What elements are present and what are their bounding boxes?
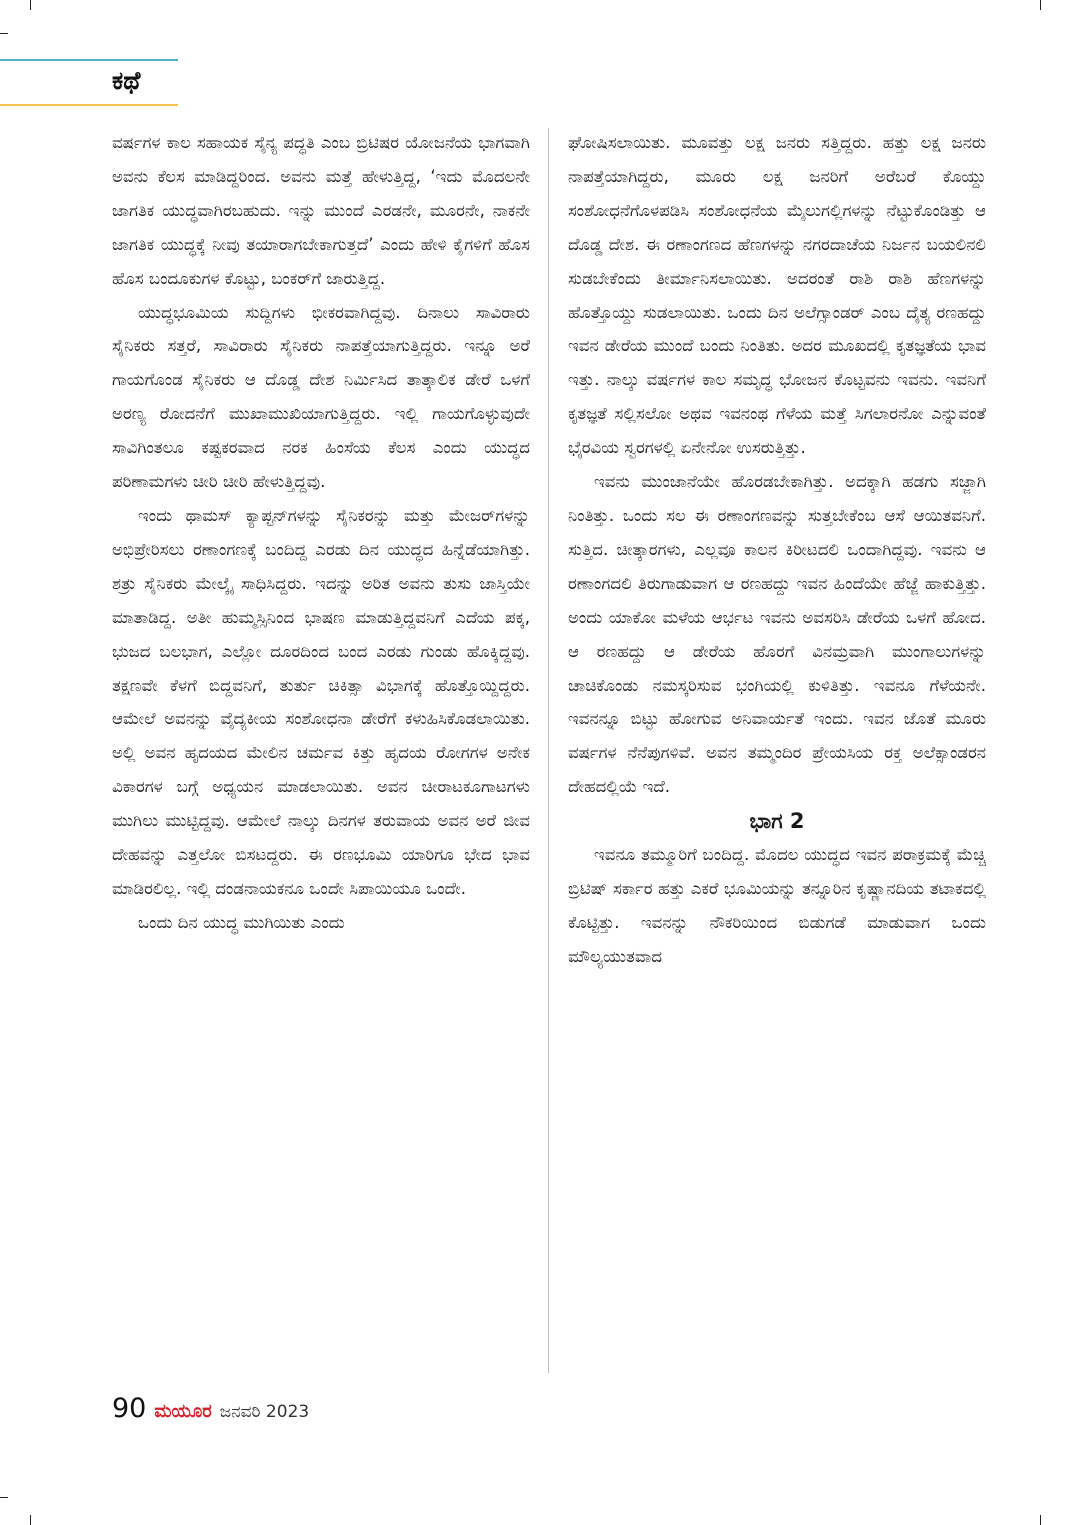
paragraph: ಇವನು ಮುಂಜಾನೆಯೇ ಹೊರಡಬೇಕಾಗಿತ್ತು. ಅದಕ್ಕಾಗಿ ಹಡಗು ಸಜ್ಜಾಗಿ ನಿಂತಿತ್ತು. ಒಂದು ಸಲ ಈ ರಣಾಂಗಣವನ್ನು ಸುತ್ತಬೇಕೆಂಬ ಆಸೆ ಆಯಿತವನಿಗೆ. ಸುತ್ತಿದ. ಚೀತ್ಕಾರಗಳು, ಎಲ್ಲವೂ ಕಾಲನ ಕಿರೀಟದಲಿ ಒಂದಾಗಿದ್ದವು. ಇವನು ಆ ರಣಾಂಗದಲಿ ತಿರುಗಾಡುವಾಗ ಆ ರಣಹದ್ದು ಇವನ ಹಿಂದೆಯೇ ಹೆಜ್ಜೆ ಹಾಕುತ್ತಿತ್ತು. ಅಂದು ಯಾಕೋ ಮಳೆಯ ಆರ್ಭಟ ಇವನು ಅವಸರಿಸಿ ಡೇರೆಯ ಒಳಗೆ ಹೋದ. ಆ ರಣಹದ್ದು ಆ ಡೇರೆಯ ಹೊರಗೆ ವಿನಮ್ರವಾಗಿ ಮುಂಗಾಲುಗಳನ್ನು ಚಾಚಿಕೊಂಡು ನಮಸ್ಕರಿಸುವ ಭಂಗಿಯಲ್ಲಿ ಕುಳಿತಿತ್ತು. ಇವನೂ ಗೆಳೆಯನೇ. ಇವನನ್ನೂ ಬಿಟ್ಟು ಹೋಗುವ ಅನಿವಾರ್ಯತೆ ಇಂದು. ಇವನ ಜೊತೆ ಮೂರು ವರ್ಷಗಳ ನೆನೆಪುಗಳಿವೆ. ಅವನ ತಮ್ಮಂದಿರ ಪ್ರೇಯಸಿಯ ರಕ್ತ ಅಲೆಕ್ಸಾಂಡರನ ದೇಹದಲ್ಲಿಯೆ ಇದೆ. — [568, 472, 986, 797]
paragraph: ಘೋಷಿಸಲಾಯಿತು. ಮೂವತ್ತು ಲಕ್ಷ ಜನರು ಸತ್ತಿದ್ದರು. ಹತ್ತು ಲಕ್ಷ ಜನರು ನಾಪತ್ತೆಯಾಗಿದ್ದರು, ಮೂರು ಲಕ್ಷ ಜನರಿಗೆ ಅರೆಬರೆ ಕೊಯ್ದು ಸಂಶೋಧನೆಗೊಳಪಡಿಸಿ ಸಂಶೋಧನೆಯ ಮೈಲುಗಲ್ಲಿಗಳನ್ನು ನೆಟ್ಟುಕೊಂಡಿತ್ತು ಆ ದೊಡ್ಡ ದೇಶ. ಈ ರಣಾಂಗಣದ ಹೆಣಗಳನ್ನು ನಗರದಾಚೆಯ ನಿರ್ಜನ ಬಯಲಿನಲಿ ಸುಡಬೇಕೆಂದು ತೀರ್ಮಾನಿಸಲಾಯಿತು. ಅದರಂತೆ ರಾಶಿ ರಾಶಿ ಹೆಣಗಳನ್ನು ಹೊತ್ತೊಯ್ದು ಸುಡಲಾಯಿತು. ಒಂದು ದಿನ ಅಲೆಗ್ಸಾಂಡರ್ ಎಂಬ ದೈತ್ಯ ರಣಹದ್ದು ಇವನ ಡೇರೆಯ ಮುಂದೆ ಬಂದು ನಿಂತಿತು. ಅದರ ಮೂಖದಲ್ಲಿ ಕೃತಜ್ಞತೆಯ ಭಾವ ಇತ್ತು. ನಾಲ್ಕು ವರ್ಷಗಳ ಕಾಲ ಸಮೃದ್ಧ ಭೋಜನ ಕೊಟ್ಟವನು ಇವನು. ಇವನಿಗೆ ಕೃತಜ್ಞತೆ ಸಲ್ಲಿಸಲೋ ಅಥವ ಇವನಂಥ ಗೆಳೆಯ ಮತ್ತೆ ಸಿಗಲಾರನೋ ಎನ್ನುವಂತೆ ಭೈರವಿಯ ಸ್ವರಗಳಲ್ಲಿ ಏನೇನೋ ಉಸರುತ್ತಿತ್ತು. — [568, 133, 986, 458]
part-heading: ಭಾಗ 2 — [749, 809, 805, 834]
page-footer — [112, 1393, 309, 1424]
crop-mark — [0, 1497, 8, 1498]
paragraph: ವರ್ಷಗಳ ಕಾಲ ಸಹಾಯಕ ಸೈನ್ಯ ಪದ್ಧತಿ ಎಂಬ ಬ್ರಿಟಿಷರ ಯೋಜನೆಯ ಭಾಗವಾಗಿ ಅವನು ಕೆಲಸ ಮಾಡಿದ್ದರಿಂದ. ಅವನು ಮತ್ತೆ ಹೇಳುತ್ತಿದ್ದ, ‘ಇದು ಮೊದಲನೇ ಜಾಗತಿಕ ಯುದ್ಧವಾಗಿರಬಹುದು. ಇನ್ನು ಮುಂದೆ ಎರಡನೇ, ಮೂರನೇ, ನಾಕನೇ ಜಾಗತಿಕ ಯುದ್ಧಕ್ಕೆ ನೀವು ತಯಾರಾಗಬೇಕಾಗುತ್ತದೆ’ ಎಂದು ಹೇಳಿ ಕೈಗಳಿಗೆ ಹೊಸ ಹೊಸ ಬಂದೂಕುಗಳ ಕೊಟ್ಟು, ಬಂಕರ್‌ಗೆ ಜಾರುತ್ತಿದ್ದ. — [112, 133, 530, 288]
paragraph: ಇಂದು ಥಾಮಸ್ ಕ್ಯಾಪ್ಟನ್‌ಗಳನ್ನು ಸೈನಿಕರನ್ನು ಮತ್ತು ಮೇಜರ್‌ಗಳನ್ನು ಅಭಿಪ್ರೇರಿಸಲು ರಣಾಂಗಣಕ್ಕೆ ಬಂದಿದ್ದ ಎರಡು ದಿನ ಯುದ್ಧದ ಹಿನ್ನೆಡೆಯಾಗಿತ್ತು. ಶತ್ರು ಸೈನಿಕರು ಮೇಲ್ಕೈ ಸಾಧಿಸಿದ್ದರು. ಇದನ್ನು ಅರಿತ ಅವನು ತುಸು ಜಾಸ್ತಿಯೇ ಮಾತಾಡಿದ್ದ. ಅತೀ ಹುಮ್ಮಸ್ಸಿನಿಂದ ಭಾಷಣ ಮಾಡುತ್ತಿದ್ದವನಿಗೆ ಎದೆಯ ಪಕ್ಕ, ಭುಜದ ಬಲಭಾಗ, ಎಲ್ಲೋ ದೂರದಿಂದ ಬಂದ ಎರಡು ಗುಂಡು ಹೊಕ್ಕಿದ್ದವು. ತಕ್ಷಣವೇ ಕೆಳಗೆ ಬಿದ್ದವನಿಗೆ, ತುರ್ತು ಚಿಕಿತ್ಸಾ ವಿಭಾಗಕ್ಕೆ ಹೊತ್ತೊಯ್ದಿದ್ದರು. ಆಮೇಲೆ ಅವನನ್ನು ವೈದ್ಯಕೀಯ ಸಂಶೋಧನಾ ಡೇರೆಗೆ ಕಳುಹಿಸಿಕೊಡಲಾಯಿತು. ಅಲ್ಲಿ ಅವನ ಹೃದಯದ ಮೇಲಿನ ಚರ್ಮವ ಕಿತ್ತು ಹೃದಯ ರೋಗಗಳ ಅನೇಕ ವಿಕಾರಗಳ ಬಗ್ಗೆ ಅಧ್ಯಯನ ಮಾಡಲಾಯಿತು. ಅವನ ಚೀರಾಟಕೂಗಾಟಗಳು ಮುಗಿಲು ಮುಟ್ಟಿದ್ದವು. ಆಮೇಲೆ ನಾಲ್ಕು ದಿನಗಳ ತರುವಾಯ ಅವನ ಅರೆ ಜೀವ ದೇಹವನ್ನು ಎತ್ತಲೋ ಬಿಸಟದ್ದರು. ಈ ರಣಭೂಮಿ ಯಾರಿಗೂ ಭೇದ ಭಾವ ಮಾಡಿರಲಿಲ್ಲ. ಇಲ್ಲಿ ದಂಡನಾಯಕನೂ ಒಂದೇ ಸಿಪಾಯಿಯೂ ಒಂದೇ. — [112, 505, 530, 898]
paragraph: ಒಂದು ದಿನ ಯುದ್ಧ ಮುಗಿಯಿತು ಎಂದು — [138, 912, 345, 932]
crop-mark — [1040, 1515, 1041, 1525]
page-number: 90 — [112, 1393, 147, 1424]
crop-mark — [30, 1515, 31, 1525]
crop-mark — [30, 0, 31, 10]
paragraph: ಇವನೂ ತಮ್ಮೂರಿಗೆ ಬಂದಿದ್ದ. ಮೊದಲ ಯುದ್ಧದ ಇವನ ಪರಾಕ್ರಮಕ್ಕೆ ಮೆಚ್ಚಿ ಬ್ರಿಟಿಷ್ ಸರ್ಕಾರ ಹತ್ತು ಎಕರೆ ಭೂಮಿಯನ್ನು ತನ್ನೂರಿನ ಕೃಷ್ಣಾನದಿಯ ತಟಾಕದಲ್ಲಿ ಕೊಟ್ಟಿತ್ತು. ಇವನನ್ನು ನೌಕರಿಯಿಂದ ಬಿಡುಗಡೆ ಮಾಡುವಾಗ ಒಂದು ಮೌಲ್ಯಯುತವಾದ — [568, 845, 986, 966]
column-divider — [548, 128, 549, 1373]
issue-date: ಜನವರಿ 2023 — [219, 1402, 310, 1422]
magazine-logo: ಮಯೂರ — [154, 1401, 212, 1422]
section-rule-bottom — [0, 104, 178, 106]
right-column — [568, 126, 986, 974]
section-title: ಕಥೆ — [112, 66, 141, 95]
section-rule-top — [0, 59, 178, 61]
left-column — [112, 126, 530, 940]
paragraph: ಯುದ್ಧಭೂಮಿಯ ಸುದ್ದಿಗಳು ಭೀಕರವಾಗಿದ್ದವು. ದಿನಾಲು ಸಾವಿರಾರು ಸೈನಿಕರು ಸತ್ತರೆ, ಸಾವಿರಾರು ಸೈನಿಕರು ನಾಪತ್ತೆಯಾಗುತ್ತಿದ್ದರು. ಇನ್ನೂ ಅರೆ ಗಾಯಗೊಂಡ ಸೈನಿಕರು ಆ ದೊಡ್ಡ ದೇಶ ನಿರ್ಮಿಸಿದ ತಾತ್ಕಾಲಿಕ ಡೇರೆ ಒಳಗೆ ಅರಣ್ಯ ರೋದನೆಗೆ ಮುಖಾಮುಖಿಯಾಗುತ್ತಿದ್ದರು. ಇಲ್ಲಿ ಗಾಯಗೊಳ್ಳುವುದೇ ಸಾವಿಗಿಂತಲೂ ಕಷ್ಟಕರವಾದ ನರಕ ಹಿಂಸೆಯ ಕೆಲಸ ಎಂದು ಯುದ್ಧದ ಪರಿಣಾಮಗಳು ಚೀರಿ ಚೀರಿ ಹೇಳುತ್ತಿದ್ದವು. — [112, 302, 530, 492]
crop-mark — [0, 33, 8, 34]
crop-mark — [1040, 0, 1041, 10]
